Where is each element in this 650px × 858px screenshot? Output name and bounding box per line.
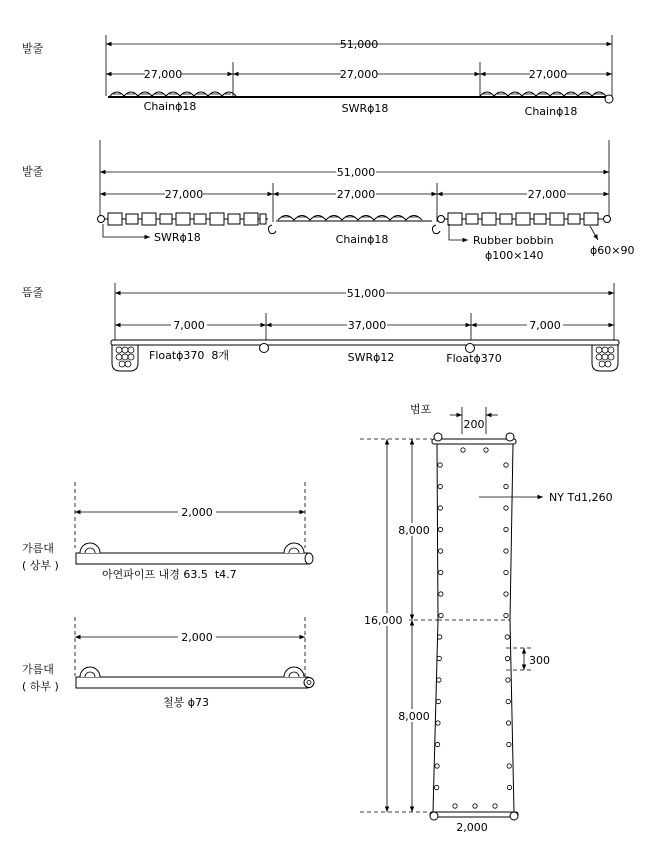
label-chain-left: Chainϕ18 xyxy=(143,100,197,113)
sail-hole xyxy=(437,635,441,639)
sail-hole xyxy=(504,463,508,467)
sail-hole xyxy=(493,804,497,808)
sail-hole xyxy=(506,721,510,725)
groundrope-chain-section xyxy=(22,35,613,118)
sail-hole xyxy=(473,804,477,808)
sail-hole xyxy=(484,448,488,452)
dimension-sail-top: 200 xyxy=(463,418,485,431)
dimension-spreader-top: 2,000 xyxy=(181,506,213,519)
label-swr-2: SWRϕ18 xyxy=(154,231,201,244)
dimension-seg-2-3: 37,000 xyxy=(347,319,387,332)
float-line-rope xyxy=(111,340,619,345)
sail-hole xyxy=(507,764,511,768)
sail-hole xyxy=(438,484,442,488)
dimension-hole-spacing: 300 xyxy=(529,654,550,667)
sail-section xyxy=(360,402,613,834)
float-cluster-left xyxy=(112,345,138,371)
dimension-sail-lower: 8,000 xyxy=(398,710,430,723)
sail-hole xyxy=(505,656,509,660)
spreader-bottom-bar xyxy=(76,677,308,688)
sail-hole xyxy=(439,570,443,574)
sail-hole xyxy=(505,635,509,639)
sail-hole xyxy=(504,549,508,553)
sail-hole xyxy=(438,506,442,510)
spreader-top-pipe xyxy=(76,553,308,564)
label-spreader-top-2: ( 상부 ) xyxy=(22,559,59,572)
sail-hole xyxy=(506,678,510,682)
label-sail: 범포 xyxy=(410,403,432,416)
sail-hole xyxy=(439,613,443,617)
sail-hole xyxy=(507,785,511,789)
label-swr-3: SWRϕ12 xyxy=(347,351,395,364)
sail-hole xyxy=(438,463,442,467)
sail-panel xyxy=(433,444,514,812)
dimension-sail-bottom: 2,000 xyxy=(456,821,488,834)
sail-hole xyxy=(437,656,441,660)
sail-hole xyxy=(461,448,465,452)
label-chain-right: Chainϕ18 xyxy=(524,105,578,118)
float-mid-left xyxy=(260,344,269,353)
dimension-seg-1-3: 7,000 xyxy=(173,319,205,332)
dimension-seg-2-2: 27,000 xyxy=(336,188,376,201)
floatline-section xyxy=(22,283,619,371)
sail-hole xyxy=(438,527,442,531)
sail-hole xyxy=(504,570,508,574)
dimension-total-2: 51,000 xyxy=(336,166,376,179)
dimension-seg-3: 27,000 xyxy=(528,68,568,81)
sail-holes xyxy=(434,448,511,808)
label-spreader-top-material: 아연파이프 내경 63.5 t4.7 xyxy=(102,568,237,581)
chain-middle xyxy=(278,216,422,221)
sail-hole xyxy=(506,699,510,703)
dimension-sail-upper: 8,000 xyxy=(398,524,430,537)
label-float-mid: Floatϕ370 xyxy=(446,352,502,365)
dimension-seg-3-2: 27,000 xyxy=(527,188,567,201)
sail-hole xyxy=(504,613,508,617)
float-cluster-right xyxy=(592,345,618,371)
label-spreader-bottom-2: ( 하부 ) xyxy=(22,680,59,693)
section-label-floatline: 뜸줄 xyxy=(22,286,44,299)
sail-hole xyxy=(437,678,441,682)
dimension-spreader-bottom: 2,000 xyxy=(181,631,213,644)
sail-hole xyxy=(504,592,508,596)
spreader-top-section xyxy=(22,482,313,581)
sail-hole xyxy=(504,484,508,488)
sail-hole xyxy=(453,804,457,808)
sail-hole xyxy=(504,506,508,510)
spreader-bottom-section xyxy=(22,617,314,709)
sail-hole xyxy=(504,527,508,531)
label-sail-material: NY Td1,260 xyxy=(549,491,613,504)
sail-hole xyxy=(439,592,443,596)
label-spreader-top-1: 가름대 xyxy=(22,542,54,555)
sail-hole xyxy=(507,742,511,746)
label-bobbin-size: ϕ100×140 xyxy=(485,249,544,262)
section-label-groundrope-1: 발줄 xyxy=(22,42,44,55)
label-bobbin: Rubber bobbin xyxy=(473,234,554,247)
dimension-seg-1-2: 27,000 xyxy=(164,188,204,201)
dimension-seg-1: 27,000 xyxy=(143,68,183,81)
sail-hole xyxy=(438,549,442,553)
sail-hole xyxy=(436,699,440,703)
sail-hole xyxy=(436,721,440,725)
dimension-sail-total: 16,000 xyxy=(364,614,403,627)
dimension-seg-3-3: 7,000 xyxy=(529,319,561,332)
label-float-left: Floatϕ370 8개 xyxy=(149,349,230,362)
sail-hole xyxy=(434,785,438,789)
groundrope-bobbin-section xyxy=(22,140,634,262)
label-spreader-bottom-material: 철봉 ϕ73 xyxy=(163,696,210,709)
dimension-seg-2: 27,000 xyxy=(339,68,379,81)
section-label-groundrope-2: 발줄 xyxy=(22,165,44,178)
label-spreader-bottom-1: 가름대 xyxy=(22,663,54,676)
dimension-total: 51,000 xyxy=(339,38,379,51)
sail-hole xyxy=(435,764,439,768)
end-ring xyxy=(605,95,613,103)
sail-hole xyxy=(435,742,439,746)
label-chain-2: Chainϕ18 xyxy=(335,233,389,246)
dimension-total-3: 51,000 xyxy=(346,287,386,300)
bobbin-string-right xyxy=(448,213,598,225)
label-end-size: ϕ60×90 xyxy=(590,244,635,257)
label-swr: SWRϕ18 xyxy=(341,102,389,115)
